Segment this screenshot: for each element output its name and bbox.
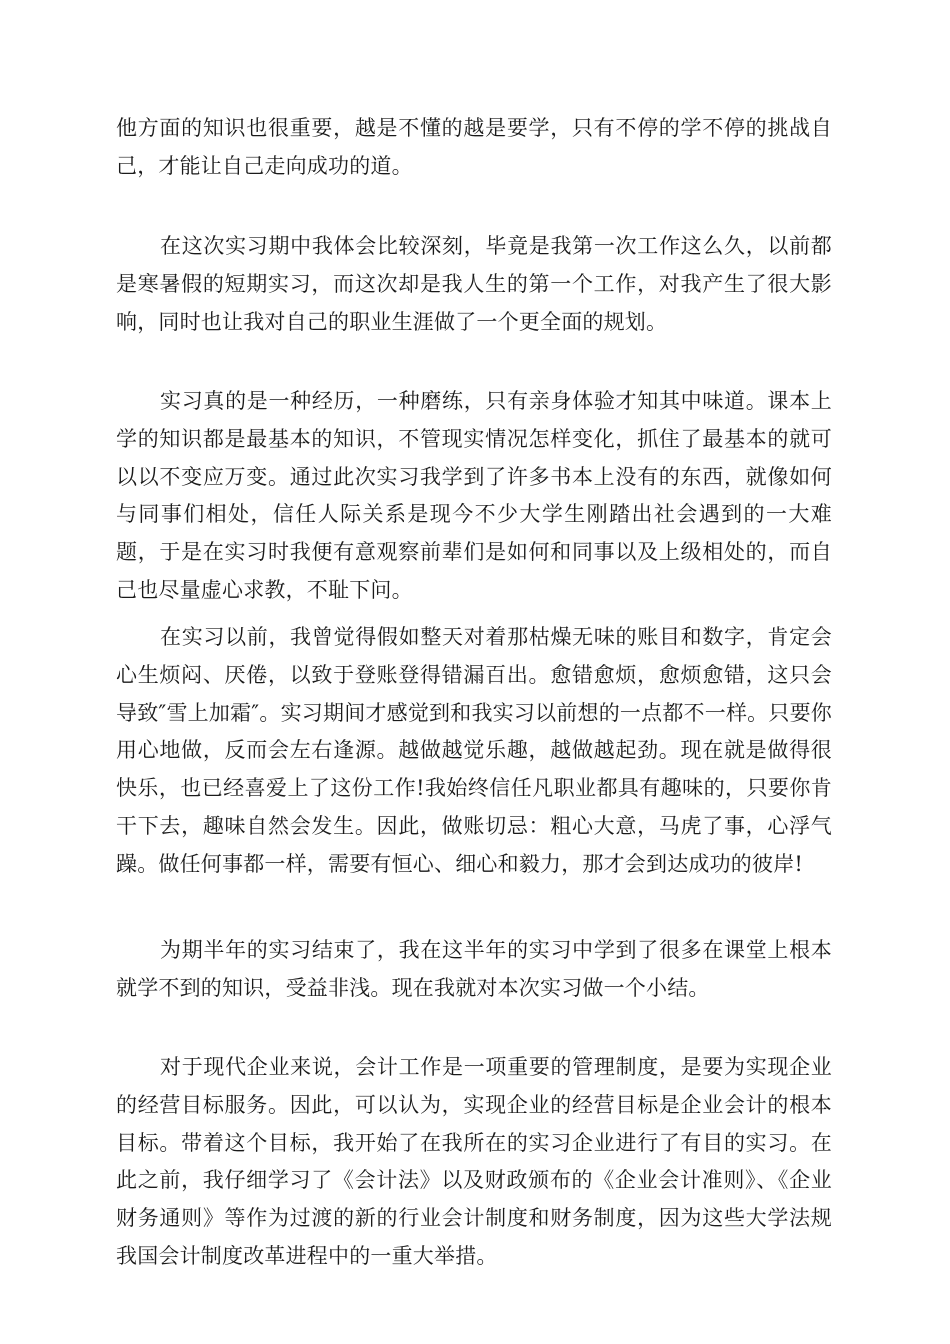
paragraph-4 <box>116 619 832 884</box>
paragraph-text: 实习真的是一种经历，一种磨练，只有亲身体验才知其中味道。课本上学的知识都是最基本的知识，不管现实情况怎样变化，抓住了最基本的就可以以不变应万变。通过此次实习我学到了许多书本上没有的东西，就像如何与同事们相处，信任人际关系是现今不少大学生刚踏出社会遇到的一大难题，于是在实习时我便有意观察前辈们是如何和同事以及上级相处的，而自己也尽量虚心求教，不耻下问。 <box>116 389 832 602</box>
paragraph-3 <box>116 383 832 610</box>
paragraph-text: 为期半年的实习结束了，我在这半年的实习中学到了很多在课堂上根本就学不到的知识，受益非浅。现在我就对本次实习做一个小结。 <box>116 938 832 1000</box>
paragraph-1 <box>116 110 832 186</box>
paragraph-2 <box>116 228 832 341</box>
paragraph-5 <box>116 932 832 1008</box>
paragraph-text: 他方面的知识也很重要，越是不懂的越是要学，只有不停的学不停的挑战自己，才能让自己走向成功的道。 <box>116 116 832 178</box>
paragraph-text: 在这次实习期中我体会比较深刻，毕竟是我第一次工作这么久，以前都是寒暑假的短期实习，而这次却是我人生的第一个工作，对我产生了很大影响，同时也让我对自己的职业生涯做了一个更全面的规划。 <box>116 234 832 334</box>
paragraph-text: 对于现代企业来说，会计工作是一项重要的管理制度，是要为实现企业的经营目标服务。因此，可以认为，实现企业的经营目标是企业会计的根本目标。带着这个目标，我开始了在我所在的实习企业进行了有目的实习。在此之前，我仔细学习了《会计法》以及财政颁布的《企业会计准则》、《企业财务通则》等作为过渡的新的行业会计制度和财务制度，因为这些大学法规我国会计制度改革进程中的一重大举措。 <box>116 1055 832 1268</box>
paragraph-6 <box>116 1049 832 1276</box>
paragraph-text: 在实习以前，我曾觉得假如整天对着那枯燥无味的账目和数字，肯定会心生烦闷、厌倦，以致于登账登得错漏百出。愈错愈烦，愈烦愈错，这只会导致″雪上加霜″。实习期间才感觉到和我实习以前想的一点都不一样。只要你用心地做，反而会左右逢源。越做越觉乐趣，越做越起劲。现在就是做得很快乐，也已经喜爱上了这份工作!我始终信任凡职业都具有趣味的，只要你肯干下去，趣味自然会发生。因此，做账切忌：粗心大意，马虎了事，心浮气躁。做任何事都一样，需要有恒心、细心和毅力，那才会到达成功的彼岸! <box>116 625 832 876</box>
